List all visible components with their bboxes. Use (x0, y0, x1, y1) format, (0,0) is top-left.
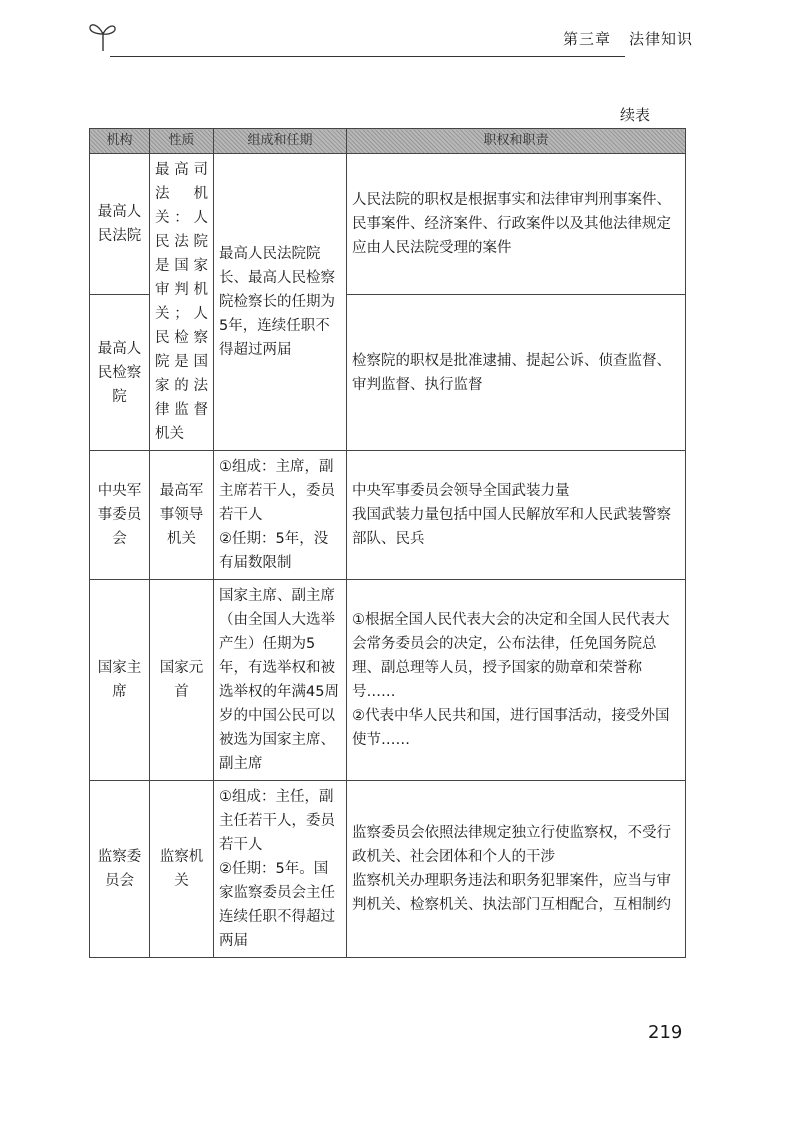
continued-label: 续表 (620, 106, 651, 124)
term-supervision-composition: ①组成：主任，副主任若干人，委员若干人 (219, 789, 335, 853)
duty-president-1: ①根据全国人民代表大会的决定和全国人民代表大会常务委员会的决定，公布法律，任免国务院总理、副总理等人员，授予国家的勋章和荣誉称号…… (352, 612, 670, 700)
header-powers-duties: 职权和职责 (347, 129, 686, 154)
duty-president (347, 580, 686, 781)
org-supreme-court: 最高人民法院 (90, 154, 150, 295)
table-row (90, 154, 686, 295)
duty-supervision-2: 监察机关办理职务违法和职务犯罪案件，应当与审判机关、检察机关、执法部门互相配合，互相制约 (352, 873, 671, 913)
table-header-row (90, 129, 686, 154)
duty-cmc (347, 451, 686, 580)
nature-cmc: 最高军事领导机关 (150, 451, 214, 580)
nature-president: 国家元首 (150, 580, 214, 781)
header-nature: 性质 (150, 129, 214, 154)
org-supervision: 监察委员会 (90, 781, 150, 958)
term-cmc (214, 451, 347, 580)
org-cmc: 中央军事委员会 (90, 451, 150, 580)
sprout-icon (88, 18, 118, 52)
chapter-title (563, 28, 693, 49)
duty-supervision (347, 781, 686, 958)
term-cmc-tenure: ②任期：5年，没有届数限制 (219, 531, 329, 571)
chapter-number: 第三章 (563, 30, 612, 48)
term-judicial: 最高人民法院院长、最高人民检察院检察长的任期为5年，连续任职不得超过两届 (214, 154, 347, 451)
nature-supervision: 监察机关 (150, 781, 214, 958)
org-procuratorate: 最高人民检察院 (90, 295, 150, 451)
term-cmc-composition: ①组成：主席，副主席若干人，委员若干人 (219, 459, 335, 523)
header-composition-term: 组成和任期 (214, 129, 347, 154)
org-president: 国家主席 (90, 580, 150, 781)
page-header (88, 18, 694, 58)
term-supervision (214, 781, 347, 958)
institutions-table (89, 128, 686, 958)
duty-cmc-2: 我国武装力量包括中国人民解放军和人民武装警察部队、民兵 (352, 507, 671, 547)
duty-cmc-1: 中央军事委员会领导全国武装力量 (352, 483, 570, 499)
header-rule (110, 56, 625, 57)
duty-president-2: ②代表中华人民共和国，进行国事活动，接受外国使节…… (352, 708, 670, 748)
header-institution: 机构 (90, 129, 150, 154)
table-row (90, 781, 686, 958)
term-supervision-tenure: ②任期：5年。国家监察委员会主任连续任职不得超过两届 (219, 861, 335, 949)
duty-supreme-court: 人民法院的职权是根据事实和法律审判刑事案件、民事案件、经济案件、行政案件以及其他法律规定应由人民法院受理的案件 (347, 154, 686, 295)
table-row (90, 580, 686, 781)
table-row (90, 451, 686, 580)
chapter-topic: 法律知识 (629, 30, 694, 48)
nature-judicial: 最高司法机关：人民法院是国家审判机关；人民检察院是国家的法律监督机关 (150, 154, 214, 451)
duty-supervision-1: 监察委员会依照法律规定独立行使监察权，不受行政机关、社会团体和个人的干涉 (352, 825, 671, 865)
term-president: 国家主席、副主席（由全国人大选举产生）任期为5年，有选举权和被选举权的年满45周岁的中国公民可以被选为国家主席、副主席 (214, 580, 347, 781)
duty-procuratorate: 检察院的职权是批准逮捕、提起公诉、侦查监督、审判监督、执行监督 (347, 295, 686, 451)
page-number: 219 (648, 1022, 683, 1043)
